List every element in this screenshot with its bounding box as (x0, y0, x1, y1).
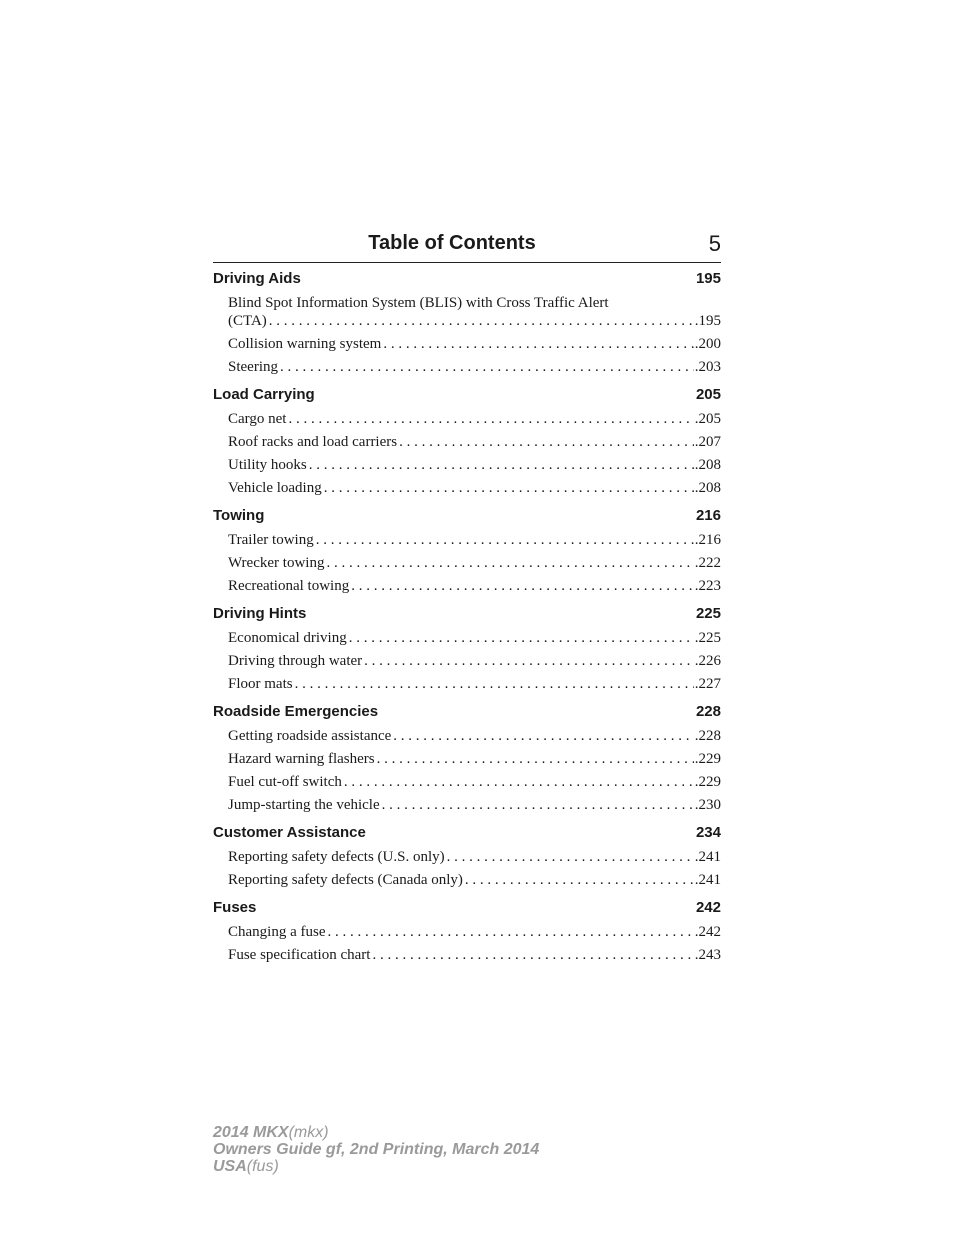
entry-title: Reporting safety defects (U.S. only) (228, 849, 445, 865)
page-header (213, 228, 721, 263)
entry-title: Fuel cut-off switch (228, 774, 342, 790)
section-page: 225 (695, 605, 721, 622)
dot-leader (447, 848, 694, 866)
table-of-contents (213, 268, 721, 972)
entry-page: .208 (694, 480, 721, 496)
entry-page: .229 (694, 751, 721, 767)
dot-leader (399, 433, 694, 451)
entry-page: .241 (694, 872, 721, 888)
entry-title-line2: (CTA) (228, 313, 267, 329)
entry-page: .216 (694, 532, 721, 548)
dot-leader (326, 554, 693, 572)
dot-leader (382, 796, 694, 814)
toc-entry[interactable] (228, 531, 721, 549)
entry-page: .225 (694, 630, 721, 646)
section-heading[interactable] (213, 822, 721, 844)
entry-page: .241 (694, 849, 721, 865)
toc-entry[interactable] (228, 577, 721, 595)
page-footer (213, 1124, 539, 1175)
footer-line-model (213, 1124, 539, 1141)
footer-model: 2014 MKX (213, 1124, 289, 1141)
toc-entry[interactable] (228, 358, 721, 376)
page-title: Table of Contents (368, 232, 536, 254)
entry-title: Jump-starting the vehicle (228, 797, 380, 813)
section-title: Driving Aids (213, 270, 301, 287)
entry-page: .203 (694, 359, 721, 375)
entry-title: Steering (228, 359, 278, 375)
footer-market-code: (fus) (246, 1158, 279, 1175)
toc-entry[interactable] (228, 629, 721, 647)
dot-leader (280, 358, 694, 376)
section-heading[interactable] (213, 268, 721, 290)
toc-section-driving-aids (213, 268, 721, 376)
dot-leader (316, 531, 694, 549)
toc-entry[interactable] (228, 675, 721, 693)
section-page: 242 (695, 899, 721, 916)
toc-entry[interactable] (228, 456, 721, 474)
toc-section-customer-assistance (213, 822, 721, 889)
section-title: Towing (213, 507, 265, 524)
section-page: 228 (695, 703, 721, 720)
toc-entry[interactable] (228, 652, 721, 670)
page-number: 5 (708, 231, 721, 256)
entry-title: Trailer towing (228, 532, 314, 548)
entry-page: .208 (694, 457, 721, 473)
entry-title: Hazard warning flashers (228, 751, 375, 767)
section-title: Customer Assistance (213, 824, 366, 841)
entry-title: Getting roadside assistance (228, 728, 392, 744)
toc-entry[interactable] (228, 727, 721, 745)
toc-entry[interactable] (228, 796, 721, 814)
toc-section-driving-hints (213, 603, 721, 693)
entry-title: Driving through water (228, 653, 363, 669)
footer-edition: Owners Guide gf, 2nd Printing, March 2014 (213, 1141, 540, 1158)
toc-section-fuses (213, 897, 721, 964)
footer-model-code: (mkx) (288, 1124, 329, 1141)
entry-title: Roof racks and load carriers (228, 434, 398, 450)
toc-entry[interactable] (228, 335, 721, 353)
entry-page: .242 (694, 924, 721, 940)
dot-leader (309, 456, 694, 474)
toc-entry[interactable] (228, 410, 721, 428)
toc-entry[interactable] (228, 750, 721, 768)
entry-page: .229 (694, 774, 721, 790)
dot-leader (393, 727, 693, 745)
entry-page: .227 (694, 676, 721, 692)
dot-leader (288, 410, 693, 428)
entry-page: .223 (694, 578, 721, 594)
toc-entry[interactable] (228, 946, 721, 964)
entry-title: Vehicle loading (228, 480, 322, 496)
entry-page: .207 (694, 434, 721, 450)
section-page: 216 (695, 507, 721, 524)
entry-title: Changing a fuse (228, 924, 326, 940)
footer-line-edition (213, 1141, 539, 1158)
section-page: 195 (695, 270, 721, 287)
entry-title: Recreational towing (228, 578, 350, 594)
footer-line-market (213, 1158, 539, 1175)
section-page: 205 (695, 386, 721, 403)
section-heading[interactable] (213, 505, 721, 527)
section-title: Load Carrying (213, 386, 315, 403)
entry-page: .230 (694, 797, 721, 813)
dot-leader (364, 652, 694, 670)
dot-leader (349, 629, 694, 647)
entry-page: .243 (694, 947, 721, 963)
dot-leader (377, 750, 694, 768)
entry-title: Wrecker towing (228, 555, 325, 571)
entry-page: .226 (694, 653, 721, 669)
toc-section-load-carrying (213, 384, 721, 497)
toc-entry[interactable] (228, 433, 721, 451)
dot-leader (372, 946, 693, 964)
entry-page: .222 (694, 555, 721, 571)
entry-title: Economical driving (228, 630, 347, 646)
section-heading[interactable] (213, 701, 721, 723)
dot-leader (327, 923, 693, 941)
dot-leader (344, 773, 694, 791)
entry-page: .195 (694, 313, 721, 329)
entry-title: Utility hooks (228, 457, 307, 473)
dot-leader (324, 479, 694, 497)
dot-leader (383, 335, 693, 353)
toc-entry[interactable] (228, 479, 721, 497)
dot-leader (465, 871, 694, 889)
toc-entry[interactable] (228, 294, 721, 330)
entry-title: Cargo net (228, 411, 287, 427)
dot-leader (269, 312, 694, 330)
dot-leader (295, 675, 694, 693)
dot-leader (351, 577, 694, 595)
footer-market: USA (213, 1158, 247, 1175)
entry-title: Collision warning system (228, 336, 382, 352)
toc-section-roadside-emergencies (213, 701, 721, 814)
section-heading[interactable] (213, 384, 721, 406)
section-heading[interactable] (213, 897, 721, 919)
toc-entry[interactable] (228, 554, 721, 572)
entry-title: Fuse specification chart (228, 947, 371, 963)
toc-entry[interactable] (228, 773, 721, 791)
section-heading[interactable] (213, 603, 721, 625)
entry-title: Floor mats (228, 676, 293, 692)
entry-title: Reporting safety defects (Canada only) (228, 872, 463, 888)
entry-title-line1: Blind Spot Information System (BLIS) with Cross Traffic Alert (228, 295, 609, 311)
section-title: Roadside Emergencies (213, 703, 379, 720)
entry-page: .228 (694, 728, 721, 744)
entry-page: .200 (694, 336, 721, 352)
toc-section-towing (213, 505, 721, 595)
toc-entry[interactable] (228, 871, 721, 889)
section-page: 234 (695, 824, 721, 841)
toc-entry[interactable] (228, 848, 721, 866)
toc-entry[interactable] (228, 923, 721, 941)
entry-page: .205 (694, 411, 721, 427)
section-title: Fuses (213, 899, 257, 916)
section-title: Driving Hints (213, 605, 307, 622)
